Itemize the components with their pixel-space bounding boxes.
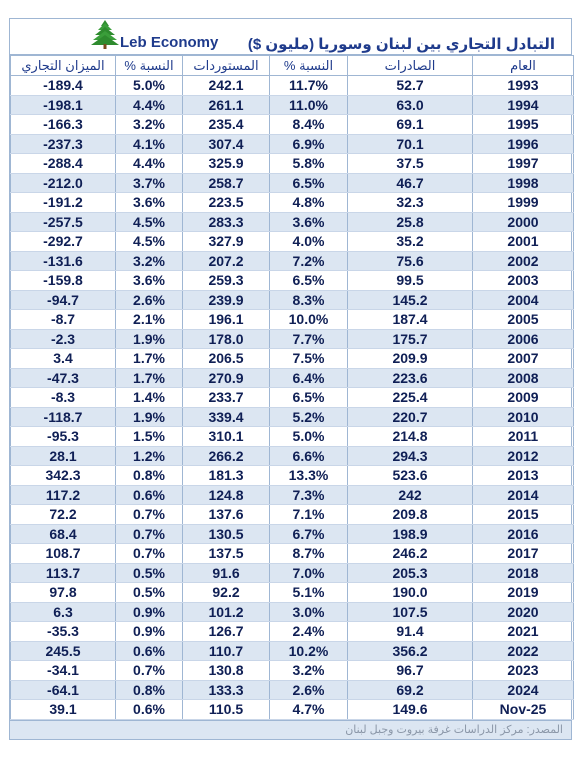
cell-imports: 270.9: [183, 368, 270, 388]
cell-imports: 178.0: [183, 329, 270, 349]
cell-import-share: 0.5%: [116, 563, 183, 583]
cell-year: 2015: [473, 505, 574, 525]
cell-export-share: 6.9%: [270, 134, 348, 154]
cell-trade-balance: -94.7: [11, 290, 116, 310]
cell-year: 2013: [473, 466, 574, 486]
cell-exports: 175.7: [348, 329, 473, 349]
cell-trade-balance: -237.3: [11, 134, 116, 154]
cell-export-share: 11.0%: [270, 95, 348, 115]
cell-export-share: 4.0%: [270, 232, 348, 252]
cell-trade-balance: -257.5: [11, 212, 116, 232]
cell-trade-balance: -166.3: [11, 115, 116, 135]
cell-import-share: 4.5%: [116, 232, 183, 252]
cell-imports: 242.1: [183, 76, 270, 96]
cell-imports: 258.7: [183, 173, 270, 193]
cell-imports: 130.8: [183, 661, 270, 681]
cell-exports: 294.3: [348, 446, 473, 466]
table-row: [11, 154, 574, 174]
col-header-export-share: النسبة %: [270, 56, 348, 76]
table-row: [11, 700, 574, 720]
cell-exports: 63.0: [348, 95, 473, 115]
cell-exports: 32.3: [348, 193, 473, 213]
cell-export-share: 3.2%: [270, 661, 348, 681]
table-row: [11, 368, 574, 388]
cell-year: Nov-25: [473, 700, 574, 720]
cell-imports: 261.1: [183, 95, 270, 115]
cell-import-share: 4.5%: [116, 212, 183, 232]
cell-export-share: 6.4%: [270, 368, 348, 388]
cell-imports: 266.2: [183, 446, 270, 466]
cell-trade-balance: -212.0: [11, 173, 116, 193]
cell-import-share: 3.7%: [116, 173, 183, 193]
cell-import-share: 1.7%: [116, 349, 183, 369]
cell-imports: 283.3: [183, 212, 270, 232]
cell-exports: 96.7: [348, 661, 473, 681]
cell-exports: 209.8: [348, 505, 473, 525]
table-row: [11, 641, 574, 661]
table-row: [11, 76, 574, 96]
cell-trade-balance: 97.8: [11, 583, 116, 603]
table-row: [11, 95, 574, 115]
cell-export-share: 10.2%: [270, 641, 348, 661]
cell-export-share: 11.7%: [270, 76, 348, 96]
cell-year: 2009: [473, 388, 574, 408]
cell-trade-balance: 6.3: [11, 602, 116, 622]
cell-imports: 307.4: [183, 134, 270, 154]
table-row: [11, 622, 574, 642]
table-row: [11, 485, 574, 505]
cell-year: 2011: [473, 427, 574, 447]
cell-trade-balance: 28.1: [11, 446, 116, 466]
cell-exports: 35.2: [348, 232, 473, 252]
cell-import-share: 0.7%: [116, 524, 183, 544]
cell-trade-balance: -2.3: [11, 329, 116, 349]
cell-trade-balance: -34.1: [11, 661, 116, 681]
table-row: [11, 193, 574, 213]
source-note: المصدر: مركز الدراسات غرفة بيروت وجبل لبنان: [345, 723, 563, 736]
cell-exports: 37.5: [348, 154, 473, 174]
cell-year: 2017: [473, 544, 574, 564]
cell-export-share: 5.2%: [270, 407, 348, 427]
cell-trade-balance: -159.8: [11, 271, 116, 291]
cell-export-share: 10.0%: [270, 310, 348, 330]
cell-year: 1993: [473, 76, 574, 96]
table-row: [11, 310, 574, 330]
cell-exports: 523.6: [348, 466, 473, 486]
cell-year: 2006: [473, 329, 574, 349]
table-row: [11, 466, 574, 486]
cell-export-share: 5.0%: [270, 427, 348, 447]
logo-text: Leb Economy: [120, 34, 219, 51]
cell-import-share: 2.6%: [116, 290, 183, 310]
cell-imports: 137.6: [183, 505, 270, 525]
cell-year: 2019: [473, 583, 574, 603]
cell-imports: 325.9: [183, 154, 270, 174]
cell-exports: 99.5: [348, 271, 473, 291]
cell-year: 2024: [473, 680, 574, 700]
cell-trade-balance: -8.7: [11, 310, 116, 330]
cell-export-share: 7.3%: [270, 485, 348, 505]
cell-exports: 214.8: [348, 427, 473, 447]
cell-imports: 259.3: [183, 271, 270, 291]
cell-export-share: 2.4%: [270, 622, 348, 642]
cell-trade-balance: 3.4: [11, 349, 116, 369]
col-header-exports: الصادرات: [348, 56, 473, 76]
cell-imports: 101.2: [183, 602, 270, 622]
cell-trade-balance: 113.7: [11, 563, 116, 583]
cell-exports: 246.2: [348, 544, 473, 564]
cell-trade-balance: -47.3: [11, 368, 116, 388]
table-row: [11, 329, 574, 349]
cell-exports: 91.4: [348, 622, 473, 642]
table-row: [11, 680, 574, 700]
cell-import-share: 5.0%: [116, 76, 183, 96]
cell-export-share: 4.7%: [270, 700, 348, 720]
cell-import-share: 4.1%: [116, 134, 183, 154]
cell-import-share: 0.8%: [116, 680, 183, 700]
table-row: [11, 388, 574, 408]
cell-export-share: 6.5%: [270, 173, 348, 193]
cell-export-share: 8.3%: [270, 290, 348, 310]
cell-trade-balance: -189.4: [11, 76, 116, 96]
cell-imports: 91.6: [183, 563, 270, 583]
cell-import-share: 3.2%: [116, 251, 183, 271]
cell-exports: 25.8: [348, 212, 473, 232]
cedar-tree-icon: [90, 19, 120, 49]
cell-trade-balance: -131.6: [11, 251, 116, 271]
table-row: [11, 349, 574, 369]
cell-trade-balance: -64.1: [11, 680, 116, 700]
table-row: [11, 544, 574, 564]
table-row: [11, 446, 574, 466]
cell-year: 2014: [473, 485, 574, 505]
cell-trade-balance: 108.7: [11, 544, 116, 564]
cell-export-share: 6.5%: [270, 271, 348, 291]
cell-imports: 233.7: [183, 388, 270, 408]
table-row: [11, 602, 574, 622]
cell-imports: 124.8: [183, 485, 270, 505]
table-row: [11, 583, 574, 603]
table-row: [11, 271, 574, 291]
cell-year: 2021: [473, 622, 574, 642]
cell-exports: 225.4: [348, 388, 473, 408]
cell-year: 2007: [473, 349, 574, 369]
cell-export-share: 7.7%: [270, 329, 348, 349]
table-row: [11, 661, 574, 681]
table-row: [11, 563, 574, 583]
cell-exports: 205.3: [348, 563, 473, 583]
cell-imports: 196.1: [183, 310, 270, 330]
cell-imports: 133.3: [183, 680, 270, 700]
table-header-row: [11, 56, 574, 76]
cell-year: 2004: [473, 290, 574, 310]
cell-exports: 69.1: [348, 115, 473, 135]
cell-imports: 126.7: [183, 622, 270, 642]
cell-trade-balance: -198.1: [11, 95, 116, 115]
table-body: [11, 76, 574, 720]
cell-exports: 223.6: [348, 368, 473, 388]
cell-import-share: 0.9%: [116, 622, 183, 642]
cell-year: 2002: [473, 251, 574, 271]
cell-trade-balance: -191.2: [11, 193, 116, 213]
table-row: [11, 407, 574, 427]
cell-imports: 206.5: [183, 349, 270, 369]
cell-imports: 110.5: [183, 700, 270, 720]
cell-imports: 223.5: [183, 193, 270, 213]
cell-imports: 310.1: [183, 427, 270, 447]
cell-exports: 198.9: [348, 524, 473, 544]
table-row: [11, 505, 574, 525]
cell-trade-balance: -8.3: [11, 388, 116, 408]
cell-year: 2001: [473, 232, 574, 252]
cell-export-share: 6.7%: [270, 524, 348, 544]
cell-import-share: 0.8%: [116, 466, 183, 486]
cell-year: 1994: [473, 95, 574, 115]
cell-import-share: 3.6%: [116, 193, 183, 213]
cell-exports: 107.5: [348, 602, 473, 622]
cell-exports: 46.7: [348, 173, 473, 193]
cell-import-share: 1.9%: [116, 407, 183, 427]
cell-year: 2022: [473, 641, 574, 661]
title-row: [10, 19, 571, 55]
cell-export-share: 5.1%: [270, 583, 348, 603]
cell-imports: 110.7: [183, 641, 270, 661]
col-header-year: العام: [473, 56, 574, 76]
trade-table-sheet: [9, 18, 572, 740]
cell-export-share: 6.6%: [270, 446, 348, 466]
table-row: [11, 232, 574, 252]
cell-exports: 356.2: [348, 641, 473, 661]
cell-exports: 190.0: [348, 583, 473, 603]
table-row: [11, 134, 574, 154]
cell-exports: 187.4: [348, 310, 473, 330]
cell-import-share: 4.4%: [116, 95, 183, 115]
cell-import-share: 0.6%: [116, 641, 183, 661]
cell-trade-balance: -292.7: [11, 232, 116, 252]
cell-year: 2016: [473, 524, 574, 544]
cell-import-share: 1.4%: [116, 388, 183, 408]
cell-import-share: 0.7%: [116, 544, 183, 564]
cell-year: 2000: [473, 212, 574, 232]
cell-exports: 209.9: [348, 349, 473, 369]
cell-trade-balance: -35.3: [11, 622, 116, 642]
cell-import-share: 1.7%: [116, 368, 183, 388]
cell-trade-balance: 245.5: [11, 641, 116, 661]
cell-imports: 239.9: [183, 290, 270, 310]
cell-imports: 92.2: [183, 583, 270, 603]
cell-trade-balance: -118.7: [11, 407, 116, 427]
cell-imports: 235.4: [183, 115, 270, 135]
table-row: [11, 212, 574, 232]
cell-year: 2008: [473, 368, 574, 388]
cell-exports: 70.1: [348, 134, 473, 154]
cell-import-share: 1.9%: [116, 329, 183, 349]
cell-import-share: 4.4%: [116, 154, 183, 174]
cell-export-share: 6.5%: [270, 388, 348, 408]
cell-year: 2012: [473, 446, 574, 466]
cell-import-share: 0.6%: [116, 485, 183, 505]
cell-trade-balance: -288.4: [11, 154, 116, 174]
cell-imports: 181.3: [183, 466, 270, 486]
cell-imports: 339.4: [183, 407, 270, 427]
table-row: [11, 251, 574, 271]
trade-table: [10, 55, 574, 720]
cell-exports: 149.6: [348, 700, 473, 720]
cell-export-share: 7.2%: [270, 251, 348, 271]
cell-exports: 52.7: [348, 76, 473, 96]
source-footer: [10, 720, 571, 739]
cell-import-share: 0.6%: [116, 700, 183, 720]
cell-imports: 327.9: [183, 232, 270, 252]
cell-year: 1997: [473, 154, 574, 174]
cell-import-share: 3.2%: [116, 115, 183, 135]
cell-import-share: 1.2%: [116, 446, 183, 466]
cell-export-share: 7.5%: [270, 349, 348, 369]
cell-imports: 137.5: [183, 544, 270, 564]
page-title: التبادل التجاري بين لبنان وسوريا (مليون $): [247, 36, 555, 53]
cell-year: 2003: [473, 271, 574, 291]
cell-year: 2010: [473, 407, 574, 427]
cell-exports: 69.2: [348, 680, 473, 700]
cell-export-share: 8.7%: [270, 544, 348, 564]
cell-year: 2005: [473, 310, 574, 330]
cell-exports: 145.2: [348, 290, 473, 310]
cell-trade-balance: -95.3: [11, 427, 116, 447]
cell-year: 1999: [473, 193, 574, 213]
cell-export-share: 8.4%: [270, 115, 348, 135]
table-row: [11, 427, 574, 447]
col-header-imports: المستوردات: [183, 56, 270, 76]
cell-trade-balance: 342.3: [11, 466, 116, 486]
cell-import-share: 3.6%: [116, 271, 183, 291]
cell-trade-balance: 72.2: [11, 505, 116, 525]
cell-year: 1998: [473, 173, 574, 193]
table-row: [11, 173, 574, 193]
cell-year: 2018: [473, 563, 574, 583]
cell-year: 1995: [473, 115, 574, 135]
cell-trade-balance: 117.2: [11, 485, 116, 505]
cell-year: 1996: [473, 134, 574, 154]
cell-import-share: 2.1%: [116, 310, 183, 330]
col-header-import-share: النسبة %: [116, 56, 183, 76]
cell-import-share: 0.7%: [116, 661, 183, 681]
cell-export-share: 7.0%: [270, 563, 348, 583]
cell-trade-balance: 68.4: [11, 524, 116, 544]
cell-exports: 220.7: [348, 407, 473, 427]
cell-year: 2023: [473, 661, 574, 681]
cell-imports: 207.2: [183, 251, 270, 271]
cell-export-share: 3.0%: [270, 602, 348, 622]
cell-export-share: 4.8%: [270, 193, 348, 213]
table-row: [11, 524, 574, 544]
cell-exports: 242: [348, 485, 473, 505]
cell-export-share: 13.3%: [270, 466, 348, 486]
table-row: [11, 290, 574, 310]
cell-import-share: 0.5%: [116, 583, 183, 603]
cell-trade-balance: 39.1: [11, 700, 116, 720]
cell-year: 2020: [473, 602, 574, 622]
cell-import-share: 0.9%: [116, 602, 183, 622]
table-row: [11, 115, 574, 135]
cell-export-share: 7.1%: [270, 505, 348, 525]
col-header-trade-balance: الميزان التجاري: [11, 56, 116, 76]
cell-export-share: 5.8%: [270, 154, 348, 174]
cell-import-share: 1.5%: [116, 427, 183, 447]
cell-import-share: 0.7%: [116, 505, 183, 525]
cell-export-share: 2.6%: [270, 680, 348, 700]
leb-economy-logo: [90, 19, 230, 53]
cell-imports: 130.5: [183, 524, 270, 544]
cell-export-share: 3.6%: [270, 212, 348, 232]
cell-exports: 75.6: [348, 251, 473, 271]
